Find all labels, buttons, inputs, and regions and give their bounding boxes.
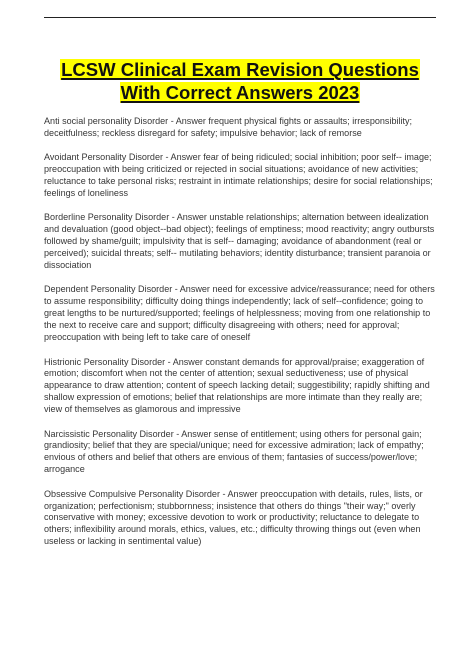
entry-histrionic: Histrionic Personality Disorder - Answer constant demands for approval/praise; exaggeration of emotion; discomfort when not the center of attention; sexual seductiveness; use of physical appearance to draw attention; content of speech lacking detail; suggestibility; rapidly shifting and shallow expression of emotions; belief that relationships are more intimate than they really are; view of themselves as glamorous and impressive bbox=[44, 356, 430, 415]
entry-obsessive-compulsive: Obsessive Compulsive Personality Disorder - Answer preoccupation with details, rules, lists, or organization; perfectionism; stubbornness; insistence that others do things "their way;" overly conservative with money; excessive devotion to work or productivity; reluctance to delegate to others; inflexibility around morals, ethics, values, etc.; difficulty throwing things out (even when useless or lacking in sentimental value) bbox=[44, 488, 423, 547]
document-page bbox=[44, 58, 436, 561]
top-divider bbox=[44, 17, 436, 18]
document-title bbox=[44, 58, 436, 104]
title-line-2: With Correct Answers 2023 bbox=[120, 82, 360, 103]
entry-antisocial: Anti social personality Disorder - Answer frequent physical fights or assaults; irresponsibility; deceitfulness; reckless disregard for safety; impulsive behavior; lack of remorse bbox=[44, 116, 413, 138]
entry-avoidant: Avoidant Personality Disorder - Answer fear of being ridiculed; social inhibition; poor self-- image; preoccupation with being criticized or rejected in social situations; avoidance of new activities; reluctance to take personal risks; restraint in intimate relationships; desire for social relationships; feelings of loneliness bbox=[44, 152, 433, 199]
entry-dependent: Dependent Personality Disorder - Answer need for excessive advice/reassurance; need for others to assume responsibility; difficulty doing things independently; lack of self--confidence; going to great lengths to be nurtured/supported; feelings of helplessness; moving from one relationship to the next to receive care and support; difficulty disagreeing with others; need for approval; preoccupation with being left to take care of oneself bbox=[44, 284, 435, 343]
title-line-1: LCSW Clinical Exam Revision Questions bbox=[61, 59, 419, 80]
entry-borderline: Borderline Personality Disorder - Answer unstable relationships; alternation between idealization and devaluation (good object--bad object); feelings of emptiness; mood reactivity; angry outbursts followed by shame/guilt; impulsivity that is self-- damaging; avoidance of abandonment (real or perceived); suicidal threats; self-- mutilating behaviors; identity disturbance; transient paranoia or dissociation bbox=[44, 212, 435, 271]
entry-narcissistic: Narcissistic Personality Disorder - Answer sense of entitlement; using others for personal gain; grandiosity; belief that they are special/unique; need for excessive admiration; lack of empathy; envious of others and belief that others are envious of them; fantasies of success/power/love; arrogance bbox=[44, 428, 424, 475]
